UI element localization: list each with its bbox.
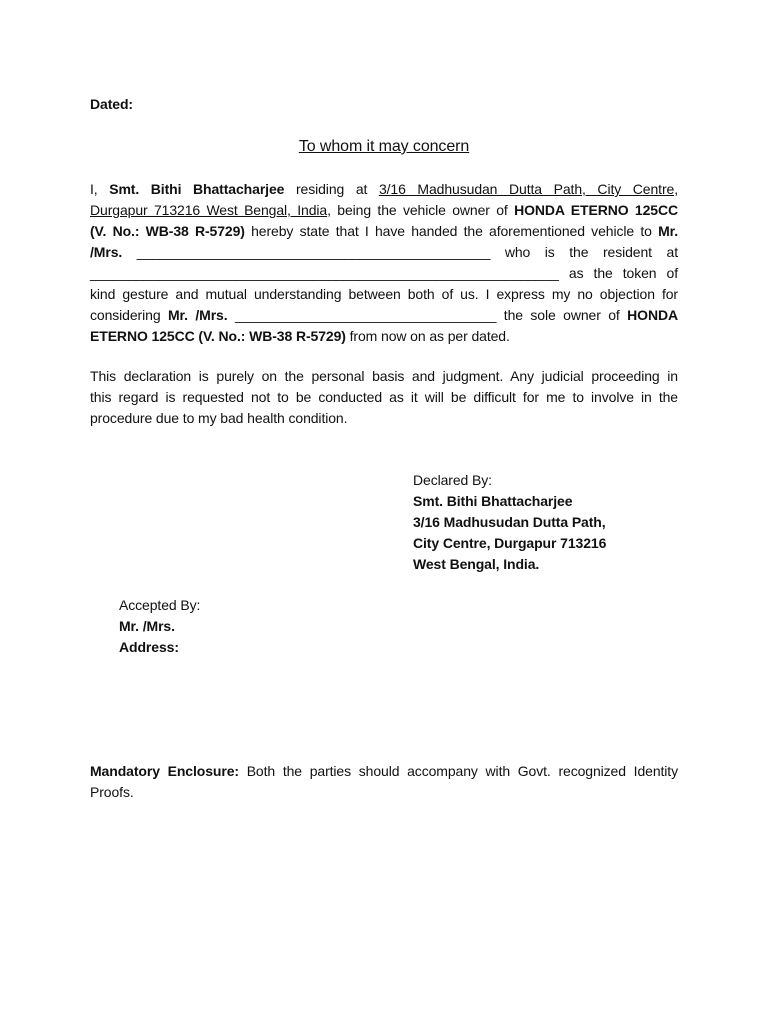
text-run: as the token of (558, 265, 678, 281)
accepted-by-label: Accepted By: (119, 597, 201, 613)
accepted-by-block (119, 595, 200, 658)
declared-by-label: Declared By: (413, 472, 492, 488)
declarant-address-line: 3/16 Madhusudan Dutta Path, (413, 514, 606, 530)
page-title (0, 136, 768, 158)
text-run: residing at (284, 181, 379, 197)
paragraph-line: This declaration is purely on the personal basis and judgment. Any judicial proceeding in (90, 368, 678, 384)
paragraph-line (90, 284, 678, 305)
recipient-title: /Mrs. (90, 244, 123, 260)
vehicle-number: (V. No.: WB-38 R-5729) (90, 223, 245, 239)
blank-field: __________________________________ (227, 307, 504, 323)
vehicle-name: HONDA ETERNO 125CC (514, 202, 678, 218)
paragraph-line (90, 200, 678, 221)
paragraph-line (90, 242, 678, 263)
text-run: considering (90, 307, 168, 323)
paragraph-line (90, 326, 678, 347)
text-run: from now on as per dated. (345, 328, 510, 344)
paragraph-line: this regard is requested not to be conducted as it will be difficult for me to involve in the (90, 389, 678, 405)
paragraph-line (90, 221, 678, 242)
text-run: who is the resident at (504, 244, 678, 260)
text-run: Both the parties should accompany with Govt. recognized Identity (238, 763, 678, 779)
enclosure-label: Mandatory Enclosure: (90, 763, 239, 779)
vehicle-name: ETERNO 125CC (V. No.: WB-38 R-5729) (90, 328, 346, 344)
paragraph-line: Proofs. (90, 784, 134, 800)
paragraph-line: procedure due to my bad health condition. (90, 410, 348, 426)
blank-field: _____________________________________________________________ (90, 265, 559, 281)
dated-label: Dated: (90, 96, 133, 112)
paragraph-line (90, 263, 678, 284)
text-run: kind gesture and mutual understanding between both of us. I express my no objection for (90, 286, 678, 302)
owner-name: Smt. Bithi Bhattacharjee (109, 181, 285, 197)
enclosure-note (90, 761, 678, 803)
text-run: I, (90, 181, 110, 197)
recipient-title: Mr. /Mrs. (167, 307, 228, 323)
heading-text: To whom it may concern (298, 138, 470, 155)
owner-address: 3/16 Madhusudan Dutta Path, City Centre, (378, 181, 678, 197)
owner-address: Durgapur 713216 West Bengal, India (90, 202, 328, 218)
health-paragraph (90, 366, 678, 429)
declarant-address-line: City Centre, Durgapur 713216 (413, 535, 607, 551)
recipient-title: Mr. (658, 223, 678, 239)
text-run: hereby state that I have handed the aforementioned vehicle to (244, 223, 659, 239)
text-run: the sole owner of (503, 307, 628, 323)
declared-by-block (413, 470, 606, 575)
declarant-address-line: West Bengal, India. (413, 556, 540, 572)
vehicle-name: HONDA (627, 307, 678, 323)
acceptor-address-label: Address: (119, 639, 179, 655)
declaration-paragraph (90, 179, 678, 347)
paragraph-line (90, 305, 678, 326)
declarant-name: Smt. Bithi Bhattacharjee (413, 493, 573, 509)
acceptor-name-label: Mr. /Mrs. (119, 618, 175, 634)
blank-field: ______________________________________________ (122, 244, 505, 260)
paragraph-line (90, 179, 678, 200)
text-run: , being the vehicle owner of (327, 202, 515, 218)
paragraph-line (90, 761, 678, 782)
